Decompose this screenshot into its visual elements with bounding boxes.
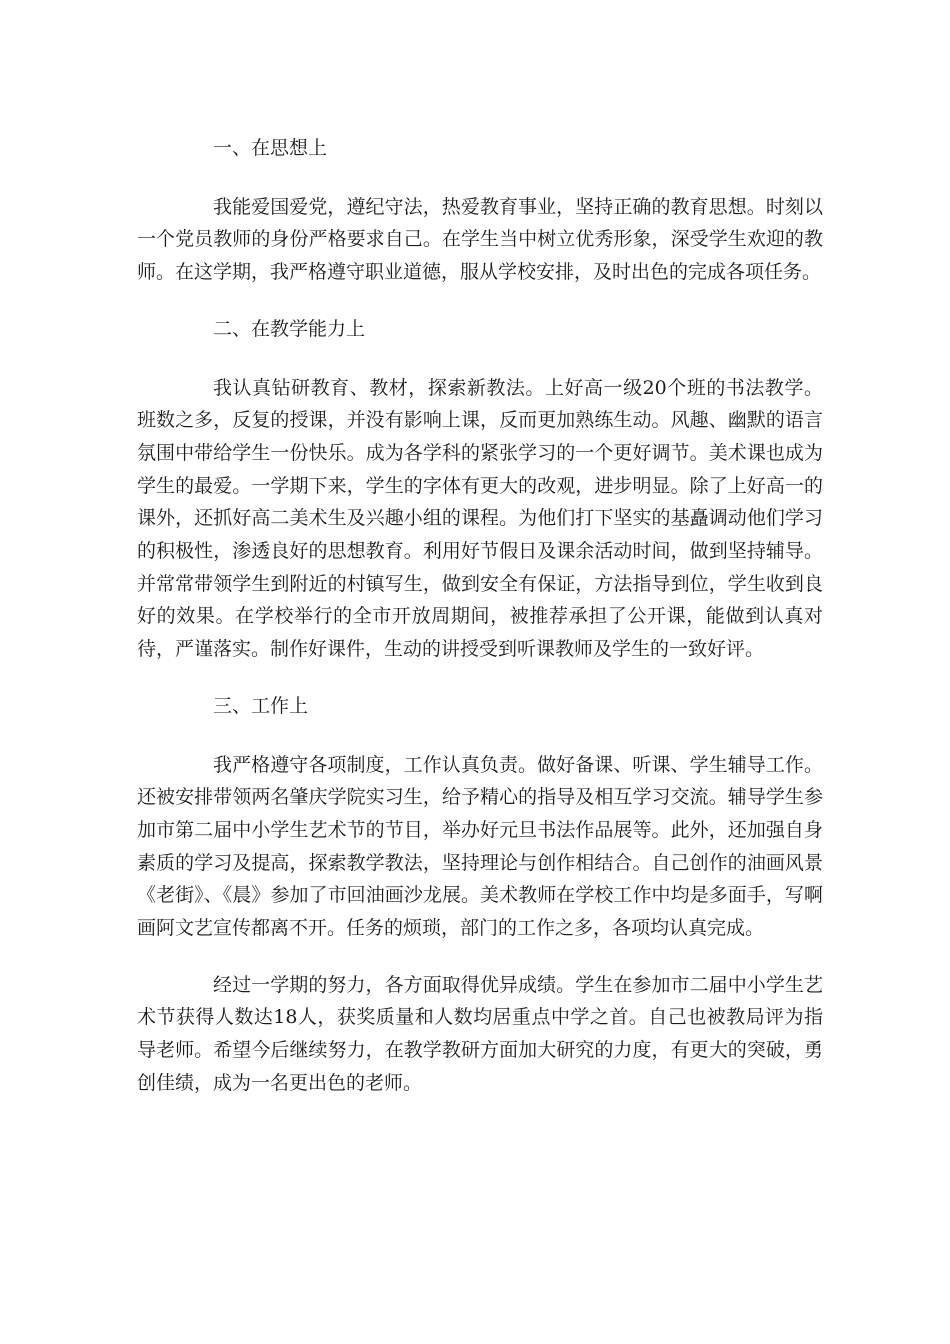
section-paragraph-work: 我严格遵守各项制度，工作认真负责。做好备课、听课、学生辅导工作。还被安排带领两名肇庆学院实习生，给予精心的指导及相互学习交流。辅导学生参加市第二届中小学生艺术节的节目，举办好元旦书法作品展等。此外，还加强自身素质的学习及提高，探索教学教法，坚持理论与创作相结合。自己创作的油画风景《老街》、《晨》参加了市回油画沙龙展。美术教师在学校工作中均是多面手，写啊画阿文艺宣传都离不开。任务的烦琐，部门的工作之多，各项均认真完成。 <box>137 753 823 940</box>
section-heading-teaching: 二、在教学能力上 <box>213 317 366 340</box>
section-heading-work: 三、工作上 <box>213 694 309 717</box>
section-paragraph-thought: 我能爱国爱党，遵纪守法，热爱教育事业，坚持正确的教育思想。时刻以一个党员教师的身份严格要求自己。在学生当中树立优秀形象，深受学生欢迎的教师。在这学期，我严格遵守职业道德，服从学校安排，及时出色的完成各项任务。 <box>137 195 823 284</box>
section-heading-thought: 一、在思想上 <box>213 137 328 159</box>
document-page <box>137 132 823 1124</box>
closing-paragraph: 经过一学期的努力，各方面取得优异成绩。学生在参加市二届中小学生艺术节获得人数达18人，获奖质量和人数均居重点中学之首。自己也被教局评为指导老师。希望今后继续努力，在教学教研方面加大研究的力度，有更大的突破，勇创佳绩，成为一名更出色的老师。 <box>137 973 823 1094</box>
section-paragraph-teaching: 我认真钻研教育、教材，探索新教法。上好高一级20个班的书法教学。班数之多，反复的授课，并没有影响上课，反而更加熟练生动。风趣、幽默的语言氛围中带给学生一份快乐。成为各学科的紧张学习的一个更好调节。美术课也成为学生的最爱。一学期下来，学生的字体有更大的改观，进步明显。除了上好高一的课外，还抓好高二美术生及兴趣小组的课程。为他们打下坚实的基矗调动他们学习的积极性，渗透良好的思想教育。利用好节假日及课余活动时间，做到坚持辅导。并常常带领学生到附近的村镇写生，做到安全有保证，方法指导到位，学生收到良好的效果。在学校举行的全市开放周期间，被推荐承担了公开课，能做到认真对待，严谨落实。制作好课件，生动的讲授受到听课教师及学生的一致好评。 <box>137 376 823 661</box>
